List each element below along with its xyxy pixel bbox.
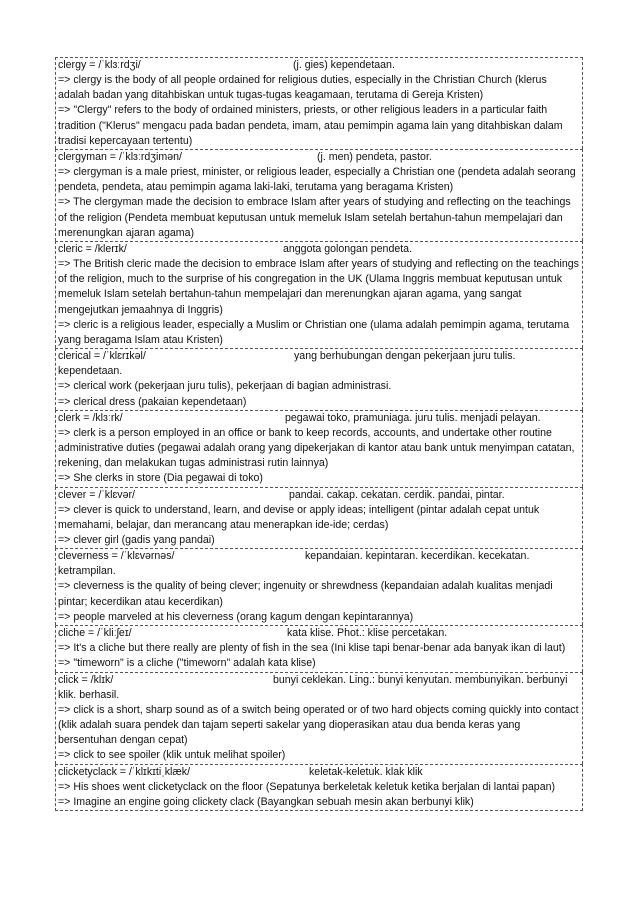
entry-term: clicketyclack = /ˈklɪkɪtiˌklæk/ xyxy=(58,765,191,778)
entry-line: => click to see spoiler (klik untuk melihat spoiler) xyxy=(58,749,286,762)
entry-line: => "Clergy" refers to the body of ordained ministers, priests, or other religious leaders in a particular faith tradition ("Klerus" mengacu pada badan pendeta, imam, atau pemimpin agama lain yang ditahbiskan dalam tradisi kepercayaan tertentu) xyxy=(58,104,563,147)
entry-line: => click is a short, sharp sound as of a switch being operated or of two hard objects coming quickly into contact (klik adalah suara pendek dan tajam seperti sakelar yang dioperasikan atau dua benda keras yang bersentuhan dengan cepat) xyxy=(58,703,579,747)
dictionary-page xyxy=(55,57,583,811)
entry-term: clergy = /ˈklɜːrdʒi/ xyxy=(58,59,141,71)
entry-term: clerical = /ˈklɛrɪkəl/ xyxy=(58,350,146,363)
entry-meaning-continued: ketrampilan. xyxy=(58,565,116,578)
entry-cleverness xyxy=(55,548,583,625)
entry-line: => She clerks in store (Dia pegawai di toko) xyxy=(58,472,263,485)
entry-body xyxy=(58,364,581,410)
entry-line: => The clergyman made the decision to embrace Islam after years of studying and reflecting on the teachings of the religion (Pendeta membuat keputusan untuk memeluk Islam setelah bertahun-tahun mempelajari dan merenungkan ajaran agama) xyxy=(58,196,571,239)
entry-meaning: kata klise. Phot.: klise percetakan. xyxy=(287,627,448,640)
entry-line: => clever is quick to understand, learn, and devise or apply ideas; intelligent (pintar adalah cepat untuk memahami, belajar, dan merancang atau menerapkan ide-ide; cerdas) xyxy=(58,503,540,531)
entry-body xyxy=(58,564,581,625)
entry-line: => clever girl (gadis yang pandai) xyxy=(58,534,215,547)
entry-body xyxy=(58,503,581,549)
entry-body xyxy=(58,641,581,671)
entry-body xyxy=(58,73,581,149)
entry-head xyxy=(58,673,581,688)
entry-cliche xyxy=(55,625,583,671)
entry-term: clergyman = /ˈklɜːrdʒimən/ xyxy=(58,151,182,164)
entry-line: => Imagine an engine going clickety clack (Bayangkan sebuah mesin akan berbunyi klik) xyxy=(58,795,474,808)
entry-cleric xyxy=(55,241,583,348)
entry-body xyxy=(58,257,581,348)
entry-body xyxy=(58,688,581,764)
entry-meaning: bunyi ceklekan. Ling.: bunyi kenyutan. membunyikan. berbunyi xyxy=(273,673,568,686)
entry-line: => people marveled at his cleverness (orang kagum dengan kepintarannya) xyxy=(58,610,414,623)
entry-head xyxy=(58,58,581,73)
entry-clergy xyxy=(55,57,583,149)
entry-term: clerk = /klɜːrk/ xyxy=(58,411,123,424)
entry-meaning: (j. men) pendeta, pastor. xyxy=(317,151,432,164)
entry-line: => clerical work (pekerjaan juru tulis), pekerjaan di bagian administrasi. xyxy=(58,380,392,393)
entry-clergyman xyxy=(55,149,583,241)
entry-line: => clergyman is a male priest, minister, or religious leader, especially a Christian one (pendeta adalah seorang pendeta, pendeta, atau pemimpin agama laki-laki, terutama yang beragama Kristen) xyxy=(58,166,576,194)
entry-line: => clerk is a person employed in an office or bank to keep records, accounts, and undertake other routine administrative duties (pegawai adalah orang yang dipekerjakan di kantor atau bank untuk menyimpan catatan, rekening, dan melakukan tugas administrasi rutin lainnya) xyxy=(58,426,575,470)
entry-body xyxy=(58,426,581,487)
entry-clerk xyxy=(55,410,583,487)
entry-term: cliche = /ˈkliːʃeɪ/ xyxy=(58,627,132,640)
entry-line: => "timeworn" is a cliche ("timeworn" adalah kata klise) xyxy=(58,657,316,670)
entry-line: => clerical dress (pakaian kependetaan) xyxy=(58,395,247,408)
entry-head xyxy=(58,549,581,564)
entry-body xyxy=(58,165,581,241)
entry-term: click = /klɪk/ xyxy=(58,673,114,686)
entry-head xyxy=(58,411,581,426)
entry-meaning-continued: kependetaan. xyxy=(58,365,123,378)
entry-clerical xyxy=(55,348,583,410)
entry-meaning-continued: klik. berhasil. xyxy=(58,688,120,701)
entry-meaning: yang berhubungan dengan pekerjaan juru tulis. xyxy=(294,350,516,363)
entry-head xyxy=(58,626,581,641)
entry-head xyxy=(58,765,581,780)
entry-click xyxy=(55,672,583,764)
entry-meaning: pandai. cakap. cekatan. cerdik. pandai, pintar. xyxy=(289,488,505,501)
entry-meaning: anggota golongan pendeta. xyxy=(283,243,413,256)
entry-term: clever = /ˈklɛvər/ xyxy=(58,488,135,501)
entry-head xyxy=(58,150,581,165)
entry-head xyxy=(58,349,581,364)
entry-line: => cleverness is the quality of being clever; ingenuity or shrewdness (kepandaian adalah kualitas menjadi pintar; kecerdikan atau kecerdikan) xyxy=(58,580,553,608)
entry-term: cleric = /klerɪk/ xyxy=(58,243,127,256)
entry-line: => His shoes went clicketyclack on the floor (Sepatunya berkeletak keletuk ketika berjalan di lantai papan) xyxy=(58,780,556,793)
entry-line: => clergy is the body of all people ordained for religious duties, especially in the Christian Church (klerus adalah badan yang ditahbiskan untuk tugas-tugas keagamaan, terutama di Gereja Kristen) xyxy=(58,74,547,102)
entry-meaning: kepandaian. kepintaran. kecerdikan. kecekatan. xyxy=(305,550,530,563)
entry-clicketyclack xyxy=(55,764,583,811)
entry-clever xyxy=(55,487,583,549)
entry-term: cleverness = /ˈklɛvərnəs/ xyxy=(58,550,175,563)
entry-meaning: pegawai toko, pramuniaga. juru tulis. menjadi pelayan. xyxy=(285,411,541,424)
entry-head xyxy=(58,242,581,257)
entry-line: => cleric is a religious leader, especially a Muslim or Christian one (ulama adalah pemimpin agama, terutama yang beragama Islam atau Kristen) xyxy=(58,318,570,347)
entry-head xyxy=(58,488,581,503)
entry-body xyxy=(58,780,581,810)
entry-line: => The British cleric made the decision to embrace Islam after years of studying and reflecting on the teachings of the religion, much to the surprise of his congregation in the UK (Ulama Inggris membuat keputusan untuk memeluk Islam setelah bertahun-tahun mempelajari dan merenungkan ajaran agama, yang sangat mengejutkan jemaahnya di Inggris) xyxy=(58,258,579,316)
entry-line: => It's a cliche but there really are plenty of fish in the sea (Ini klise tapi benar-benar ada banyak ikan di laut) xyxy=(58,642,566,655)
entry-meaning: (j. gies) kependetaan. xyxy=(293,59,395,71)
entry-meaning: keletak-keletuk. klak klik xyxy=(309,765,423,778)
